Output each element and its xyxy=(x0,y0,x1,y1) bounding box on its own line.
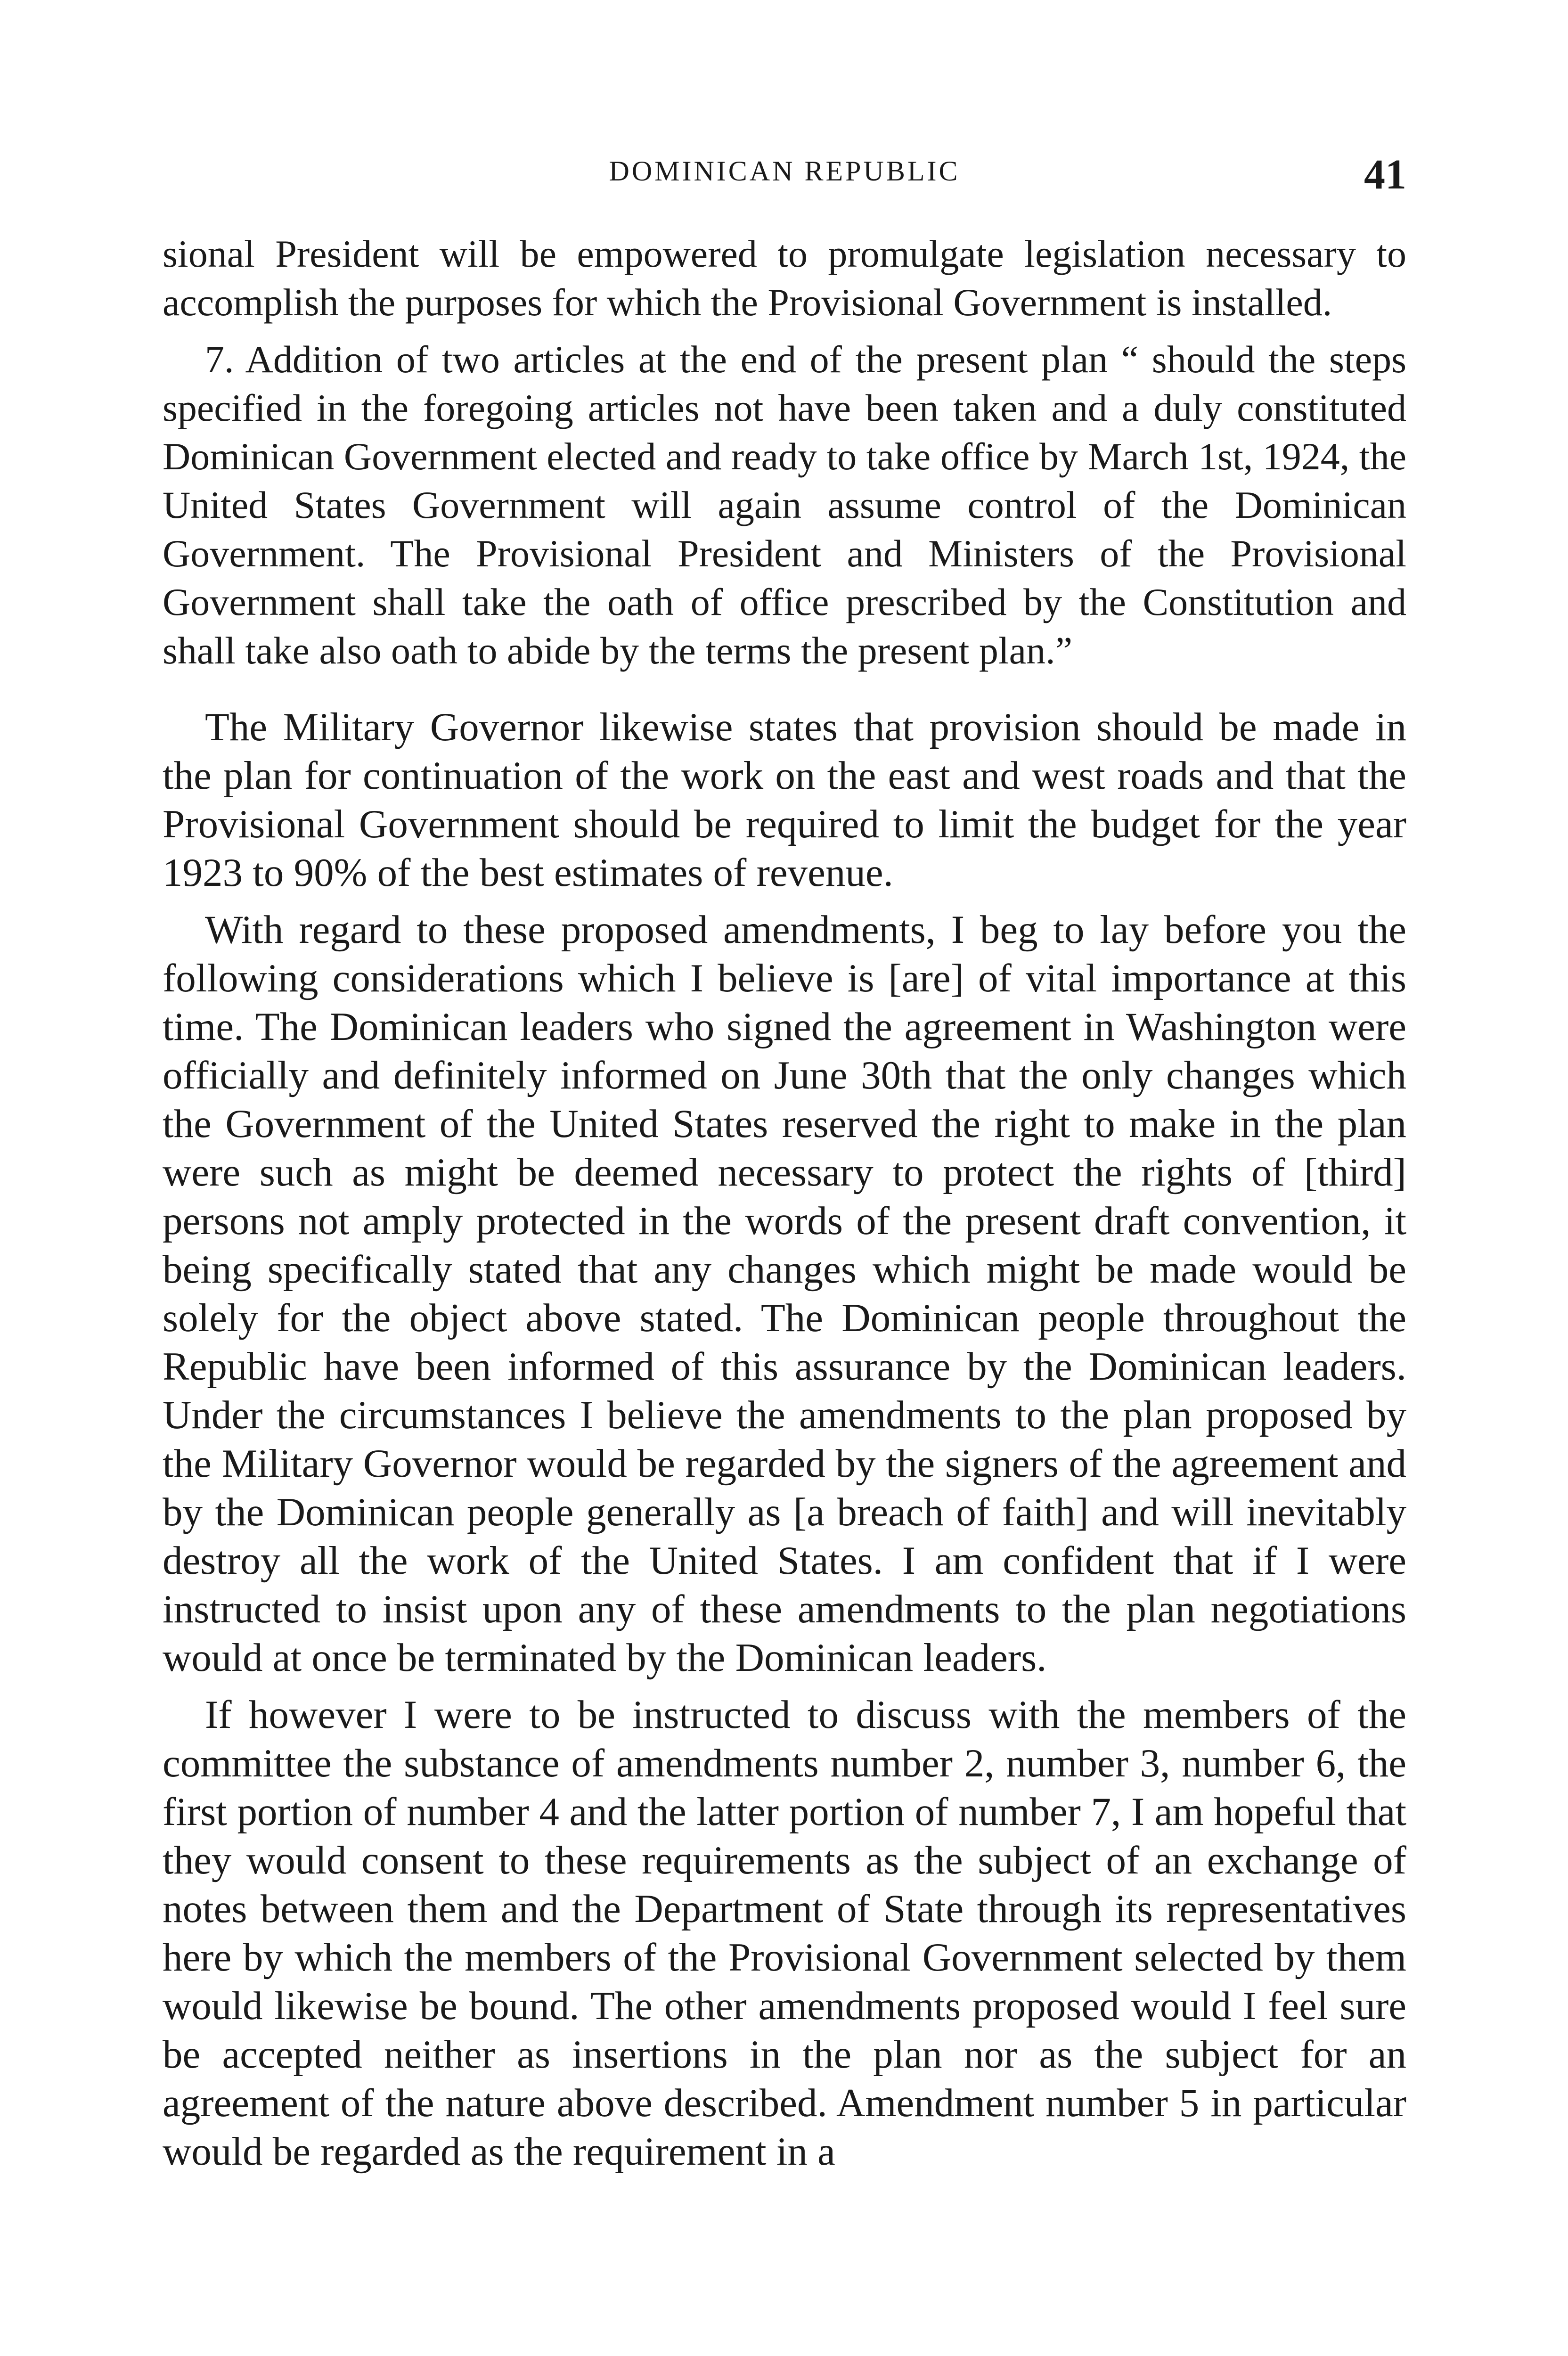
page-number: 41 xyxy=(1364,151,1406,198)
paragraph-instructions: If however I were to be instructed to discuss with the members of the committee the substance of amendments number 2, number 3, number 6, the first portion of number 4 and the latter portion of number 7, I am hopeful that they would consent to these requirements as the subject of an exchange of notes between them and the Department of State through its representatives here by which the members of the Provisional Government selected by them would likewise be bound. The other amendments proposed would I feel sure be accepted neither as insertions in the plan nor as the subject for an agreement of the nature above described. Amendment number 5 in particular would be regarded as the requirement in a xyxy=(163,1693,1406,2174)
running-head: DOMINICAN REPUBLIC xyxy=(609,155,960,187)
paragraph-continuation: sional President will be empowered to promulgate legislation necessary to accomplish the purposes for which the Provisional Government is installed. xyxy=(163,232,1406,324)
body-text xyxy=(163,229,1406,2176)
page-header xyxy=(163,150,1406,202)
paragraph-military-governor: The Military Governor likewise states that provision should be made in the plan for continuation of the work on the east and west roads and that the Provisional Government should be required to limit the budget for the year 1923 to 90% of the best estimates of revenue. xyxy=(163,705,1406,895)
paragraph-considerations: With regard to these proposed amendments, I beg to lay before you the following considerations which I believe is [are] of vital importance at this time. The Dominican leaders who signed the agreement in Washington were officially and definitely informed on June 30th that the only changes which the Government of the United States reserved the right to make in the plan were such as might be deemed necessary to protect the rights of [third] persons not amply protected in the words of the present draft convention, it being specifically stated that any changes which might be made would be solely for the object above stated. The Dominican people throughout the Republic have been informed of this assurance by the Dominican leaders. Under the circumstances I believe the amendments to the plan proposed by the Military Governor would be regarded by the signers of the agreement and by the Dominican people generally as [a breach of faith] and will inevitably destroy all the work of the United States. I am confident that if I were instructed to insist upon any of these amendments to the plan negotiations would at once be terminated by the Dominican leaders. xyxy=(163,908,1406,1680)
paragraph-amendment-7: 7. Addition of two articles at the end of the present plan “ should the steps specified in the foregoing articles not have been taken and a duly constituted Dominican Government elected and ready to take office by March 1st, 1924, the United States Government will again assume control of the Dominican Government. The Provisional President and Ministers of the Provisional Government shall take the oath of office prescribed by the Constitution and shall take also oath to abide by the terms the present plan.” xyxy=(163,338,1406,672)
